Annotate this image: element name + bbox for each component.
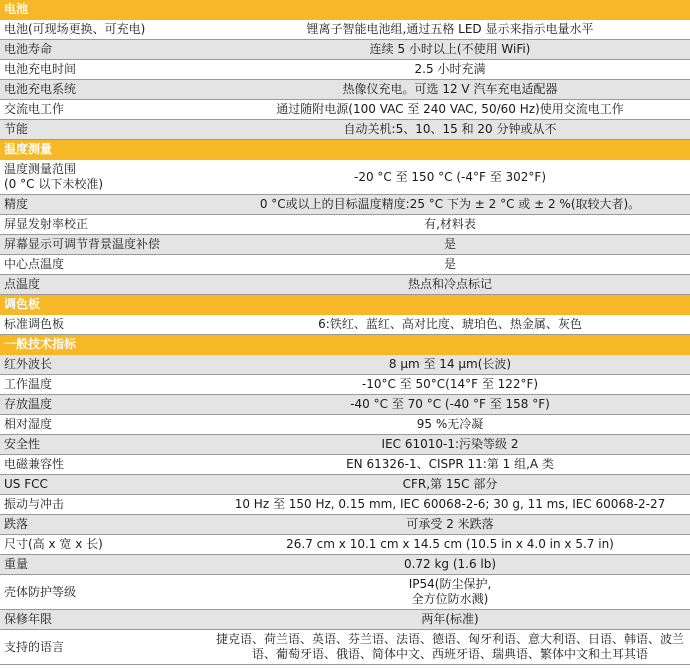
spec-label-text: 电池充电系统: [4, 82, 77, 96]
spec-value: [210, 575, 690, 610]
spec-value: [210, 80, 690, 100]
spec-value-text: 通过随附电源(100 VAC 至 240 VAC, 50/60 Hz)使用交流电工作: [276, 102, 624, 116]
spec-label: [0, 100, 210, 120]
section-title: 电池: [0, 0, 690, 20]
spec-value: [210, 395, 690, 415]
section-title: 调色板: [0, 295, 690, 315]
spec-label-text: 工作温度: [4, 377, 53, 391]
spec-label-text: US FCC: [4, 477, 48, 491]
spec-label: [0, 20, 210, 40]
spec-label-text: 节能: [4, 122, 29, 136]
spec-label: [0, 630, 210, 665]
table-row: [0, 160, 690, 195]
table-row: [0, 40, 690, 60]
spec-label: [0, 195, 210, 215]
spec-value-text: 6:铁红、蓝红、高对比度、琥珀色、热金属、灰色: [318, 317, 582, 331]
spec-label-text: 尺寸(高 x 宽 x 长): [4, 537, 103, 551]
spec-label-text: 屏幕显示可调节背景温度补偿: [4, 237, 161, 251]
spec-label-text-line2: (0 °C 以下未校准): [4, 177, 104, 191]
spec-value: [210, 355, 690, 375]
spec-label-text: 重量: [4, 557, 29, 571]
spec-label-text: 标准调色板: [4, 317, 65, 331]
spec-label-text: 精度: [4, 197, 29, 211]
section-title: 一般技术指标: [0, 335, 690, 355]
table-row: [0, 100, 690, 120]
spec-value-text: 捷克语、荷兰语、英语、芬兰语、法语、德语、匈牙利语、意大利语、日语、韩语、波兰: [216, 632, 685, 646]
spec-value: [210, 375, 690, 395]
spec-label-text: 电池(可现场更换、可充电): [4, 22, 146, 36]
spec-value-text: 热点和冷点标记: [408, 277, 493, 291]
table-row: [0, 235, 690, 255]
table-row: [0, 315, 690, 335]
spec-label-text: 安全性: [4, 437, 41, 451]
spec-value: [210, 315, 690, 335]
spec-value: [210, 495, 690, 515]
spec-value-text: 0 °C或以上的目标温度精度:25 °C 下为 ± 2 °C 或 ± 2 %(取较大者)。: [259, 197, 641, 211]
spec-label-text: 跌落: [4, 517, 29, 531]
spec-value: [210, 415, 690, 435]
spec-label: [0, 315, 210, 335]
spec-label: [0, 355, 210, 375]
spec-value-text: 两年(标准): [421, 612, 479, 626]
spec-value: [210, 455, 690, 475]
spec-label: [0, 475, 210, 495]
spec-value: [210, 475, 690, 495]
table-row: [0, 275, 690, 295]
table-row: [0, 120, 690, 140]
spec-label-text: 保修年限: [4, 612, 53, 626]
spec-label: [0, 610, 210, 630]
spec-value: [210, 40, 690, 60]
spec-value-text: 2.5 小时充满: [414, 62, 486, 76]
table-row: [0, 535, 690, 555]
spec-label: [0, 120, 210, 140]
table-row: [0, 80, 690, 100]
spec-label: [0, 455, 210, 475]
spec-label-text: 中心点温度: [4, 257, 65, 271]
spec-label: [0, 415, 210, 435]
spec-label: [0, 435, 210, 455]
spec-label-text: 点温度: [4, 277, 41, 291]
spec-value-text: 可承受 2 米跌落: [406, 517, 494, 531]
spec-label: [0, 160, 210, 195]
spec-value-text: 锂离子智能电池组,通过五格 LED 显示来指示电量水平: [306, 22, 594, 36]
spec-value: [210, 435, 690, 455]
spec-value: [210, 160, 690, 195]
spec-value: [210, 120, 690, 140]
spec-value-text: EN 61326-1、CISPR 11:第 1 组,A 类: [346, 457, 554, 471]
spec-value-text: 有,材料表: [424, 217, 476, 231]
spec-value-text: CFR,第 15C 部分: [402, 477, 498, 491]
spec-value: [210, 100, 690, 120]
spec-value-text: 是: [444, 237, 457, 251]
table-row: [0, 20, 690, 40]
table-row: [0, 195, 690, 215]
spec-label: [0, 275, 210, 295]
spec-label: [0, 60, 210, 80]
table-row: [0, 255, 690, 275]
table-row: [0, 395, 690, 415]
spec-value: [210, 195, 690, 215]
table-row: [0, 435, 690, 455]
spec-label: [0, 255, 210, 275]
spec-label-text: 红外波长: [4, 357, 53, 371]
section-header: [0, 335, 690, 355]
spec-label: [0, 40, 210, 60]
spec-label: [0, 395, 210, 415]
spec-value-text: 95 %无冷凝: [416, 417, 484, 431]
spec-value: [210, 275, 690, 295]
spec-label-text: 电池寿命: [4, 42, 53, 56]
table-row: [0, 375, 690, 395]
section-header: [0, 140, 690, 160]
spec-label: [0, 575, 210, 610]
spec-value-text: -10°C 至 50°C(14°F 至 122°F): [361, 377, 539, 391]
spec-label-text: 温度测量范围: [4, 162, 77, 176]
spec-label: [0, 375, 210, 395]
spec-value: [210, 630, 690, 665]
table-row: [0, 495, 690, 515]
spec-label-text: 支持的语言: [4, 639, 65, 654]
table-row: [0, 415, 690, 435]
spec-value-text: 是: [444, 257, 457, 271]
spec-value-text: 热像仪充电。可选 12 V 汽车充电适配器: [342, 82, 558, 96]
spec-label-text: 屏显发射率校正: [4, 217, 89, 231]
spec-label: [0, 80, 210, 100]
spec-value-text-line2: 全方位防水溅): [411, 592, 489, 606]
spec-value: [210, 235, 690, 255]
section-header: [0, 295, 690, 315]
spec-label-text: 交流电工作: [4, 102, 65, 116]
spec-label-text: 电池充电时间: [4, 62, 77, 76]
spec-value-text: 8 μm 至 14 μm(长波): [388, 357, 512, 371]
spec-value: [210, 60, 690, 80]
spec-value-text: 26.7 cm x 10.1 cm x 14.5 cm (10.5 in x 4.0 in x 5.7 in): [286, 537, 614, 551]
spec-label: [0, 235, 210, 255]
table-row: [0, 630, 690, 665]
table-row: [0, 475, 690, 495]
spec-value: [210, 20, 690, 40]
section-title: 温度测量: [0, 140, 690, 160]
spec-label-text: 振动与冲击: [4, 497, 65, 511]
table-row: [0, 455, 690, 475]
spec-label: [0, 495, 210, 515]
table-row: [0, 215, 690, 235]
spec-value-text: IP54(防尘保护,: [408, 577, 492, 591]
table-row: [0, 355, 690, 375]
spec-label-text: 相对湿度: [4, 417, 53, 431]
spec-label-text: 电磁兼容性: [4, 457, 65, 471]
spec-label-text: 存放温度: [4, 397, 53, 411]
table-row: [0, 515, 690, 535]
spec-value-text: IEC 61010-1:污染等级 2: [381, 437, 519, 451]
spec-label-text: 壳体防护等级: [4, 584, 77, 599]
table-row: [0, 60, 690, 80]
spec-value-text: 连续 5 小时以上(不使用 WiFi): [369, 42, 531, 56]
section-header: [0, 0, 690, 20]
spec-value-text: -20 °C 至 150 °C (-4°F 至 302°F): [354, 169, 547, 184]
spec-value-text-line2: 语、葡萄牙语、俄语、简体中文、西班牙语、瑞典语、繁体中文和土耳其语: [252, 647, 649, 661]
spec-value-text: 10 Hz 至 150 Hz, 0.15 mm, IEC 60068-2-6; 30 g, 11 ms, IEC 60068-2-27: [234, 497, 666, 511]
spec-label: [0, 555, 210, 575]
spec-value-text: 自动关机:5、10、15 和 20 分钟或从不: [343, 122, 557, 136]
spec-value: [210, 535, 690, 555]
table-row: [0, 555, 690, 575]
spec-value: [210, 255, 690, 275]
spec-value-text: 0.72 kg (1.6 lb): [403, 557, 497, 571]
spec-label: [0, 515, 210, 535]
spec-value-text: -40 °C 至 70 °C (-40 °F 至 158 °F): [350, 397, 550, 411]
spec-label: [0, 215, 210, 235]
spec-value: [210, 215, 690, 235]
spec-value: [210, 515, 690, 535]
spec-label: [0, 535, 210, 555]
spec-value: [210, 610, 690, 630]
table-row: [0, 610, 690, 630]
table-row: [0, 575, 690, 610]
spec-value: [210, 555, 690, 575]
